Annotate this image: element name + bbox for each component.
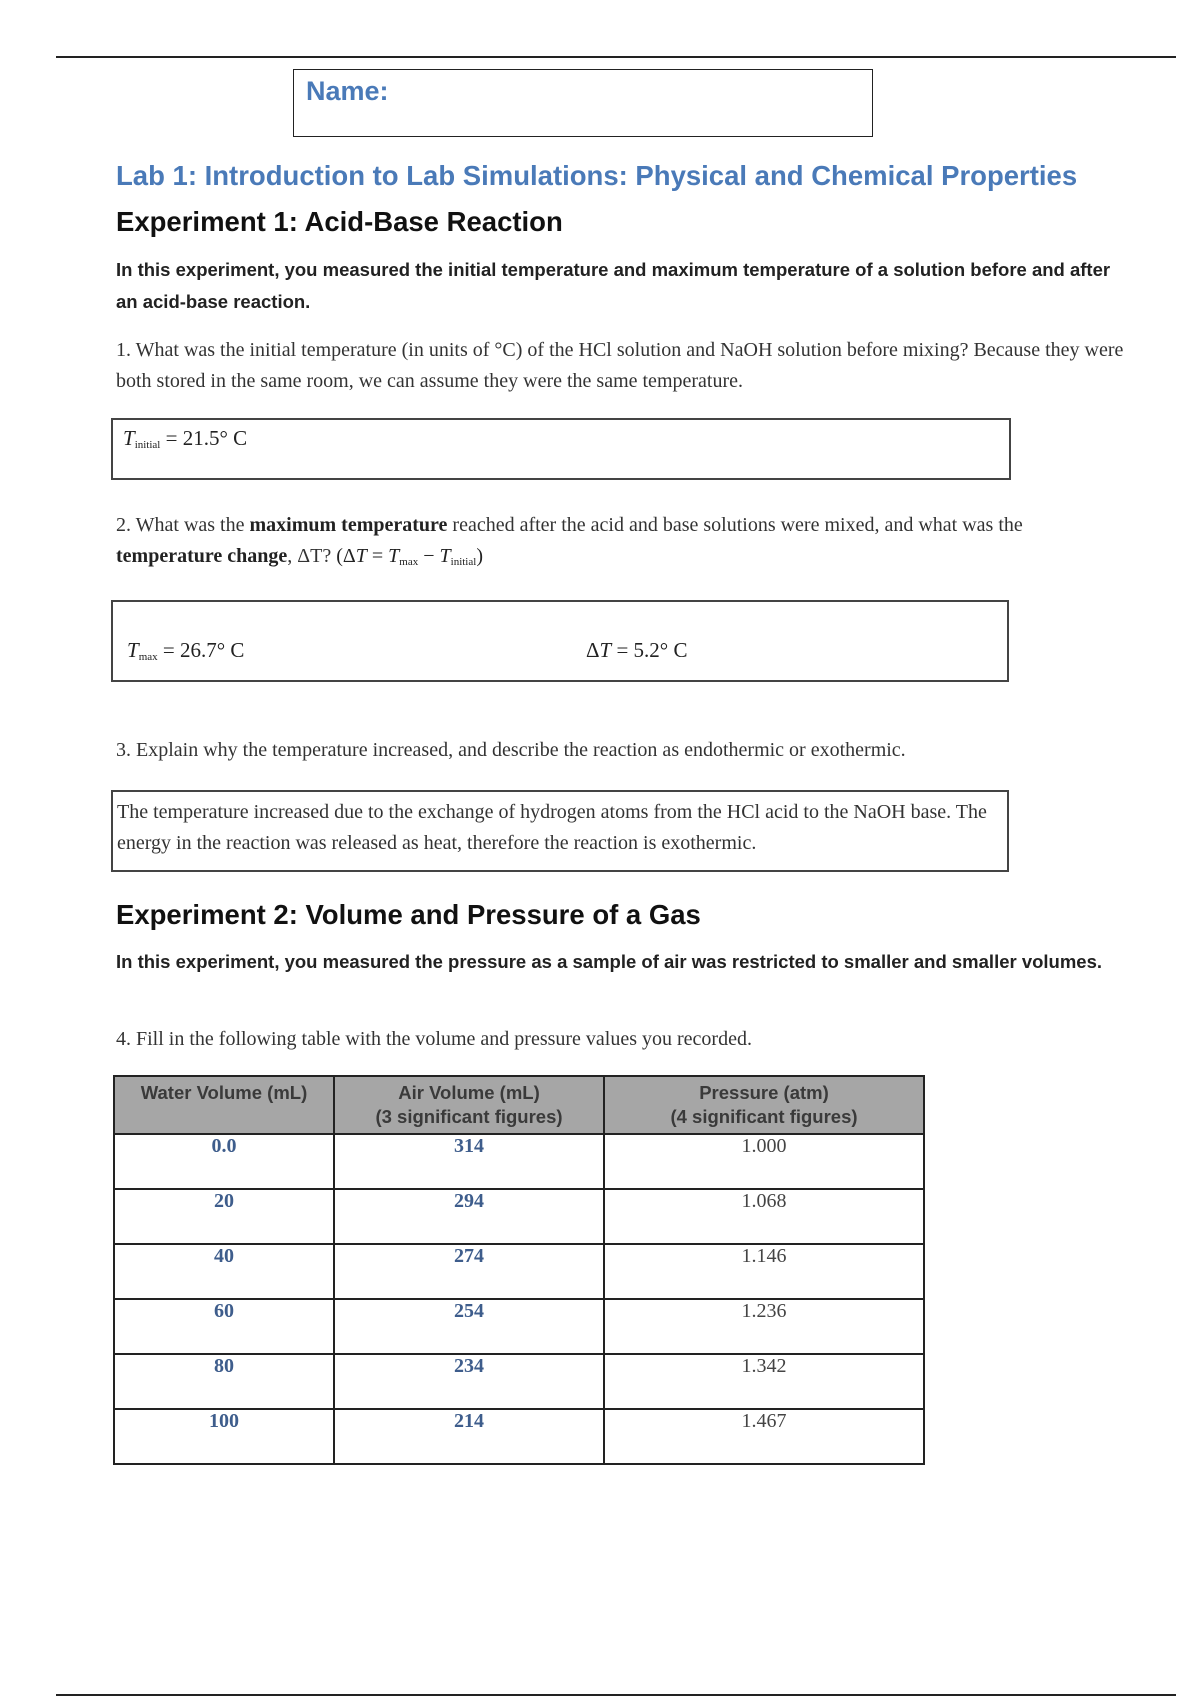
- q2-bold-temp-change: temperature change: [116, 545, 288, 567]
- table-row: [114, 1354, 924, 1409]
- header-water-volume-label: Water Volume (mL): [140, 1082, 308, 1103]
- air-volume-cell[interactable]: 254: [334, 1299, 604, 1354]
- name-field[interactable]: [293, 69, 873, 137]
- water-volume-cell[interactable]: 40: [114, 1244, 334, 1299]
- f-T3: T: [439, 545, 451, 567]
- experiment1-heading: Experiment 1: Acid-Base Reaction: [116, 206, 563, 237]
- f-minus: −: [418, 545, 440, 567]
- header-air-volume-label: Air Volume (mL): [398, 1082, 540, 1103]
- table-row: [114, 1244, 924, 1299]
- max-temperature-answer: $T_{max} = 26.7^\circ$ C: [127, 638, 245, 663]
- water-volume-cell[interactable]: 60: [114, 1299, 334, 1354]
- answer-box-2[interactable]: [111, 600, 1009, 682]
- air-volume-cell[interactable]: 214: [334, 1409, 604, 1464]
- f-open: (Δ: [336, 545, 356, 567]
- answer-box-1[interactable]: [111, 418, 1011, 480]
- delta-temperature-answer: [586, 638, 687, 663]
- header-air-volume: [334, 1076, 604, 1134]
- table-row: [114, 1409, 924, 1464]
- tmax-value: 26.7° C: [179, 638, 245, 662]
- name-label: Name:: [306, 76, 389, 106]
- water-volume-cell[interactable]: 20: [114, 1189, 334, 1244]
- header-air-volume-note: (3 significant figures): [375, 1106, 563, 1127]
- pressure-cell[interactable]: 1.342: [604, 1354, 924, 1409]
- initial-temperature-answer: $T_{initial} = 21.5^\circ$ C: [123, 426, 248, 451]
- table-row: [114, 1189, 924, 1244]
- question-1: 1. What was the initial temperature (in units of °C) of the HCl solution and NaOH solution before mixing? Because they were both stored in the same room, we can assume they were the same temperature.: [116, 339, 1124, 392]
- question-4: 4. Fill in the following table with the volume and pressure values you recorded.: [116, 1028, 752, 1050]
- delta-value: = 5.2° C: [611, 638, 688, 662]
- experiment1-intro: In this experiment, you measured the initial temperature and maximum temperature of a solution before and after an acid-base reaction.: [116, 259, 1111, 312]
- delta-var: T: [599, 638, 612, 662]
- f-sub-max: max: [399, 556, 419, 568]
- air-volume-cell[interactable]: 234: [334, 1354, 604, 1409]
- air-volume-cell[interactable]: 314: [334, 1134, 604, 1189]
- var-T: T: [123, 426, 135, 450]
- initial-temperature-value: 21.5° C: [182, 426, 248, 450]
- q2-prefix: 2. What was the: [116, 514, 250, 536]
- header-pressure-note: (4 significant figures): [670, 1106, 858, 1127]
- experiment2-intro: In this experiment, you measured the pressure as a sample of air was restricted to smaller and smaller volumes.: [116, 951, 1103, 972]
- answer-box-3[interactable]: [111, 790, 1009, 872]
- header-pressure: [604, 1076, 924, 1134]
- tmax-var: T: [127, 638, 139, 662]
- top-rule: [56, 56, 1176, 58]
- sub-initial: initial: [134, 439, 161, 451]
- q2-middle: reached after the acid and base solutions were mixed, and what was the: [447, 514, 1023, 536]
- q2-formula: [336, 545, 483, 567]
- q2-suffix: , ΔT?: [287, 545, 332, 567]
- header-pressure-label: Pressure (atm): [699, 1082, 829, 1103]
- header-water-volume: [114, 1076, 334, 1134]
- air-volume-cell[interactable]: 294: [334, 1189, 604, 1244]
- volume-pressure-table: [113, 1075, 925, 1465]
- pressure-cell[interactable]: 1.068: [604, 1189, 924, 1244]
- lab-title: Lab 1: Introduction to Lab Simulations: Physical and Chemical Properties: [116, 160, 1078, 191]
- f-T: T: [355, 545, 367, 567]
- air-volume-cell[interactable]: 274: [334, 1244, 604, 1299]
- delta-prefix: Δ: [586, 638, 600, 662]
- water-volume-cell[interactable]: 100: [114, 1409, 334, 1464]
- f-eq: =: [366, 545, 389, 567]
- f-sub-initial: initial: [450, 556, 477, 568]
- pressure-cell[interactable]: 1.146: [604, 1244, 924, 1299]
- bottom-rule: [56, 1694, 1176, 1696]
- f-T2: T: [388, 545, 400, 567]
- tmax-sub: max: [138, 651, 158, 663]
- question-3-answer: The temperature increased due to the exchange of hydrogen atoms from the HCl acid to the NaOH base. The energy in the reaction was released as heat, therefore the reaction is exothermic.: [117, 801, 987, 854]
- water-volume-cell[interactable]: 0.0: [114, 1134, 334, 1189]
- question-2: [116, 510, 1126, 578]
- water-volume-cell[interactable]: 80: [114, 1354, 334, 1409]
- pressure-cell[interactable]: 1.467: [604, 1409, 924, 1464]
- pressure-cell[interactable]: 1.236: [604, 1299, 924, 1354]
- q2-bold-max-temp: maximum temperature: [249, 514, 448, 536]
- table-row: [114, 1299, 924, 1354]
- question-3: 3. Explain why the temperature increased, and describe the reaction as endothermic or exothermic.: [116, 739, 906, 761]
- table-row: [114, 1134, 924, 1189]
- pressure-cell[interactable]: 1.000: [604, 1134, 924, 1189]
- experiment2-heading: Experiment 2: Volume and Pressure of a Gas: [116, 899, 701, 930]
- table-header-row: [114, 1076, 924, 1134]
- f-close: ): [476, 545, 483, 567]
